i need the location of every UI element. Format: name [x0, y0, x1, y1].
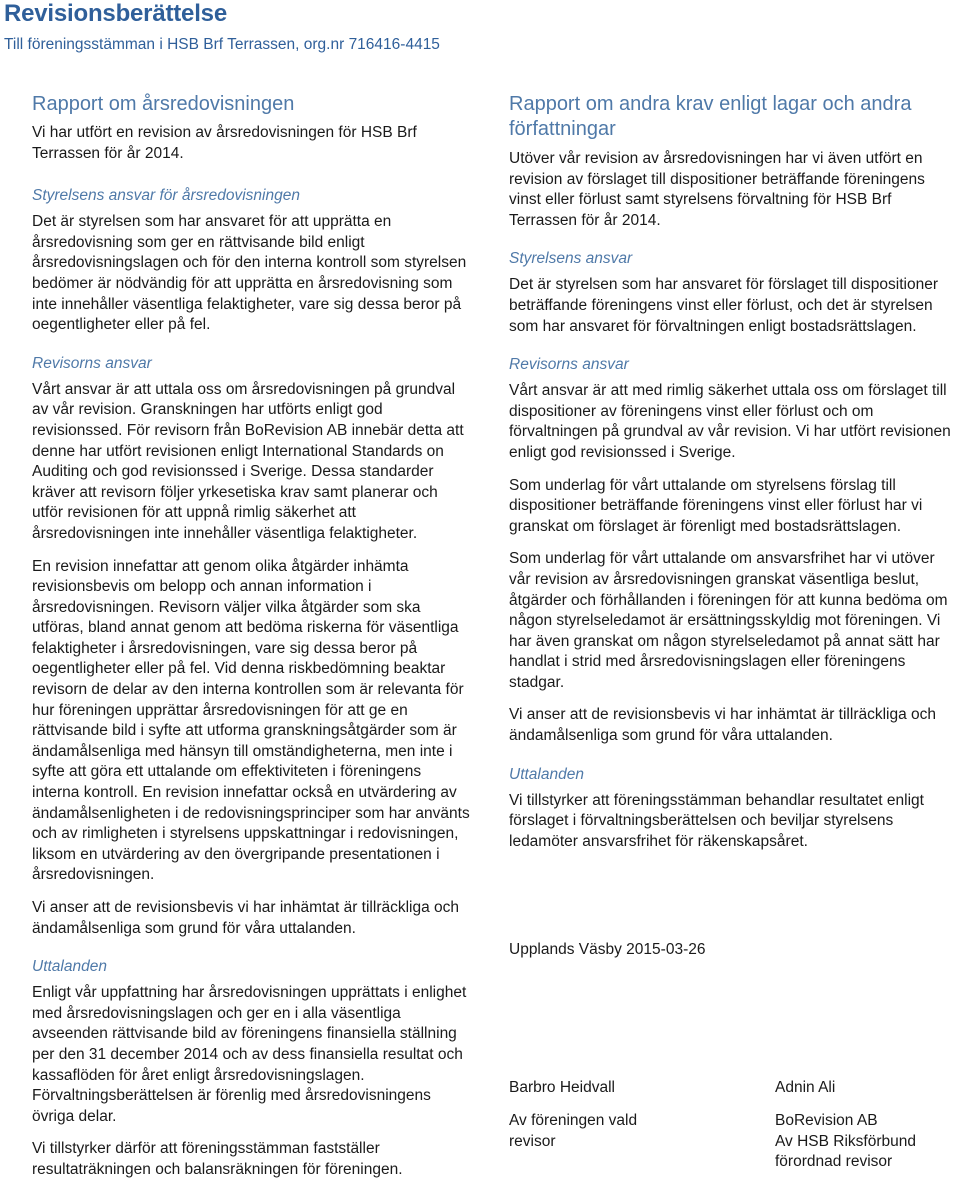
revisorns-ansvar-paragraph-2: En revision innefattar att genom olika åtgärder inhämta revisionsbevis om belopp och annan information i årsredovisningen. Revisorn väljer vilka åtgärder som ska utföras, bland annat genom att bedöma riskerna för väsentliga felaktigheter i årsredovisningen, vare sig dessa beror på oegentligheter eller på fel. Vid denna riskbedömning beaktar revisorn de delar av den interna kontrollen som är relevanta för hur föreningen upprättar årsredovisningen för att ge en rättvisande bild i syfte att utforma granskningsåtgärder som är ändamålsenliga med hänsyn till omständigheterna, men inte i syfte att göra ett uttalande om effektiviteten i föreningens interna kontroll. En revision innefattar också en utvärdering av ändamålsenligheten i de redovisningsprinciper som har använts och av rimligheten i styrelsens uppskattningar i redovisningen, liksom en utvärdering av den övergripande presentationen i årsredovisningen.: [32, 557, 470, 884]
intro-paragraph: Vi har utfört en revision av årsredovisningen för HSB Brf Terrassen för år 2014.: [32, 124, 417, 162]
revisorns-ansvar-right-paragraph-4: Vi anser att de revisionsbevis vi har inhämtat är tillräckliga och ändamålsenliga som grund för våra uttalanden.: [509, 706, 937, 745]
styrelsens-ansvar-paragraph: Det är styrelsen som har ansvaret för att upprätta en årsredovisning som ger en rättvisande bild enligt årsredovisningslagen och för den interna kontroll som styrelsen bedömer är nödvändig för att upprätta en årsredovisning som inte innehåller väsentliga felaktigheter, vare sig dessa beror på oegentligheter eller på fel.: [32, 213, 467, 334]
signer-name: Adnin Ali: [775, 1079, 836, 1096]
section-heading-arsredovisning: Rapport om årsredovisningen: [32, 93, 295, 115]
subheading-styrelsens-ansvar-right: Styrelsens ansvar: [509, 250, 633, 268]
revisorns-ansvar-right-paragraph-3: Som underlag för vårt uttalande om ansvarsfrihet har vi utöver vår revision av årsredovisningen granskat väsentliga beslut, åtgärder och förhållanden i föreningen för att kunna bedöma om någon styrelseledamot är ersättningsskyldig mot föreningen. Vi har även granskat om någon styrelseledamot på annat sätt har handlat i strid med årsredovisningslagen eller föreningens stadgar.: [509, 550, 948, 691]
revisorns-ansvar-paragraph-3: Vi anser att de revisionsbevis vi har inhämtat är tillräckliga och ändamålsenliga som grund för våra uttalanden.: [32, 899, 460, 937]
signature-block-1: [509, 1078, 729, 1152]
signer-role-line: revisor: [509, 1132, 556, 1150]
signer-role-line: Av HSB Riksförbund: [775, 1132, 916, 1150]
revisorns-ansvar-right-paragraph-1: Vårt ansvar är att med rimlig säkerhet uttala oss om förslaget till dispositioner av föreningens vinst eller förlust och om förvaltningen på grundval av vår revision. Vi har utfört revisionen enligt god revisionssed i Sverige.: [509, 382, 951, 461]
signature-block-2: [775, 1078, 960, 1173]
subheading-revisorns-ansvar-right: Revisorns ansvar: [509, 356, 629, 374]
subheading-uttalanden: Uttalanden: [32, 958, 107, 976]
revisorns-ansvar-right-paragraph-2: Som underlag för vårt uttalande om styrelsens förslag till dispositioner beträffande föreningens vinst eller förlust har vi granskat om förslaget är förenligt med bostadsrättslagen.: [509, 476, 923, 535]
left-column: [32, 92, 472, 1193]
revisorns-ansvar-paragraph-1: Vårt ansvar är att uttala oss om årsredovisningen på grundval av vår revision. Granskningen har utförts enligt god revisionssed. För revisorn från BoRevision AB innebär detta att denne har utfört revisionen enligt International Standards on Auditing och god revisionssed i Sverige. Dessa standarder kräver att revisorn följer yrkesetiska krav samt planerar och utför revisionen för att uppnå rimlig säkerhet att årsredovisningen inte innehåller väsentliga felaktigheter.: [32, 380, 464, 542]
uttalanden-right-paragraph: Vi tillstyrker att föreningsstämman behandlar resultatet enligt förslaget i förvaltningsberättelsen och beviljar styrelsens ledamöter ansvarsfrihet för räkenskapsåret.: [509, 791, 924, 850]
styrelsens-ansvar-paragraph-right: Det är styrelsen som har ansvaret för förslaget till dispositioner beträffande föreningens vinst eller förlust, och det är styrelsen som har ansvaret för förvaltningen enligt bostadsrättslagen.: [509, 276, 939, 335]
signer-role-line: Av föreningen vald: [509, 1112, 638, 1129]
uttalanden-paragraph-2: Vi tillstyrker därför att föreningsstämman fastställer resultaträkningen och balansräkningen för föreningen.: [32, 1140, 403, 1178]
subheading-revisorns-ansvar: Revisorns ansvar: [32, 354, 152, 372]
signer-name: Barbro Heidvall: [509, 1079, 615, 1096]
document-subtitle: Till föreningsstämman i HSB Brf Terrassen, org.nr 716416-4415: [4, 36, 440, 53]
intro-paragraph-right: Utöver vår revision av årsredovisningen har vi även utfört en revision av förslaget till dispositioner beträffande föreningens vinst eller förlust samt styrelsens förvaltning för HSB Brf Terrassen för år 2014.: [509, 150, 925, 229]
signer-role-line: förordnad revisor: [775, 1153, 893, 1171]
place-date: Upplands Väsby 2015-03-26: [509, 941, 706, 958]
section-heading-andra-krav: Rapport om andra krav enligt lagar och andra författningar: [509, 93, 912, 140]
uttalanden-paragraph-1: Enligt vår uppfattning har årsredovisningen upprättats i enlighet med årsredovisningslagen och ger en i alla väsentliga avseenden rättvisande bild av föreningens finansiella ställning per den 31 december 2014 och av dess finansiella resultat och kassaflöden för året enligt årsredovisningslagen. Förvaltningsberättelsen är förenlig med årsredovisningens övriga delar.: [32, 984, 467, 1125]
subheading-uttalanden-right: Uttalanden: [509, 765, 584, 783]
document-title: Revisionsberättelse: [4, 0, 227, 27]
subheading-styrelsens-ansvar: Styrelsens ansvar för årsredovisningen: [32, 187, 300, 205]
right-column: [509, 92, 954, 864]
signer-role-line: BoRevision AB: [775, 1112, 878, 1129]
